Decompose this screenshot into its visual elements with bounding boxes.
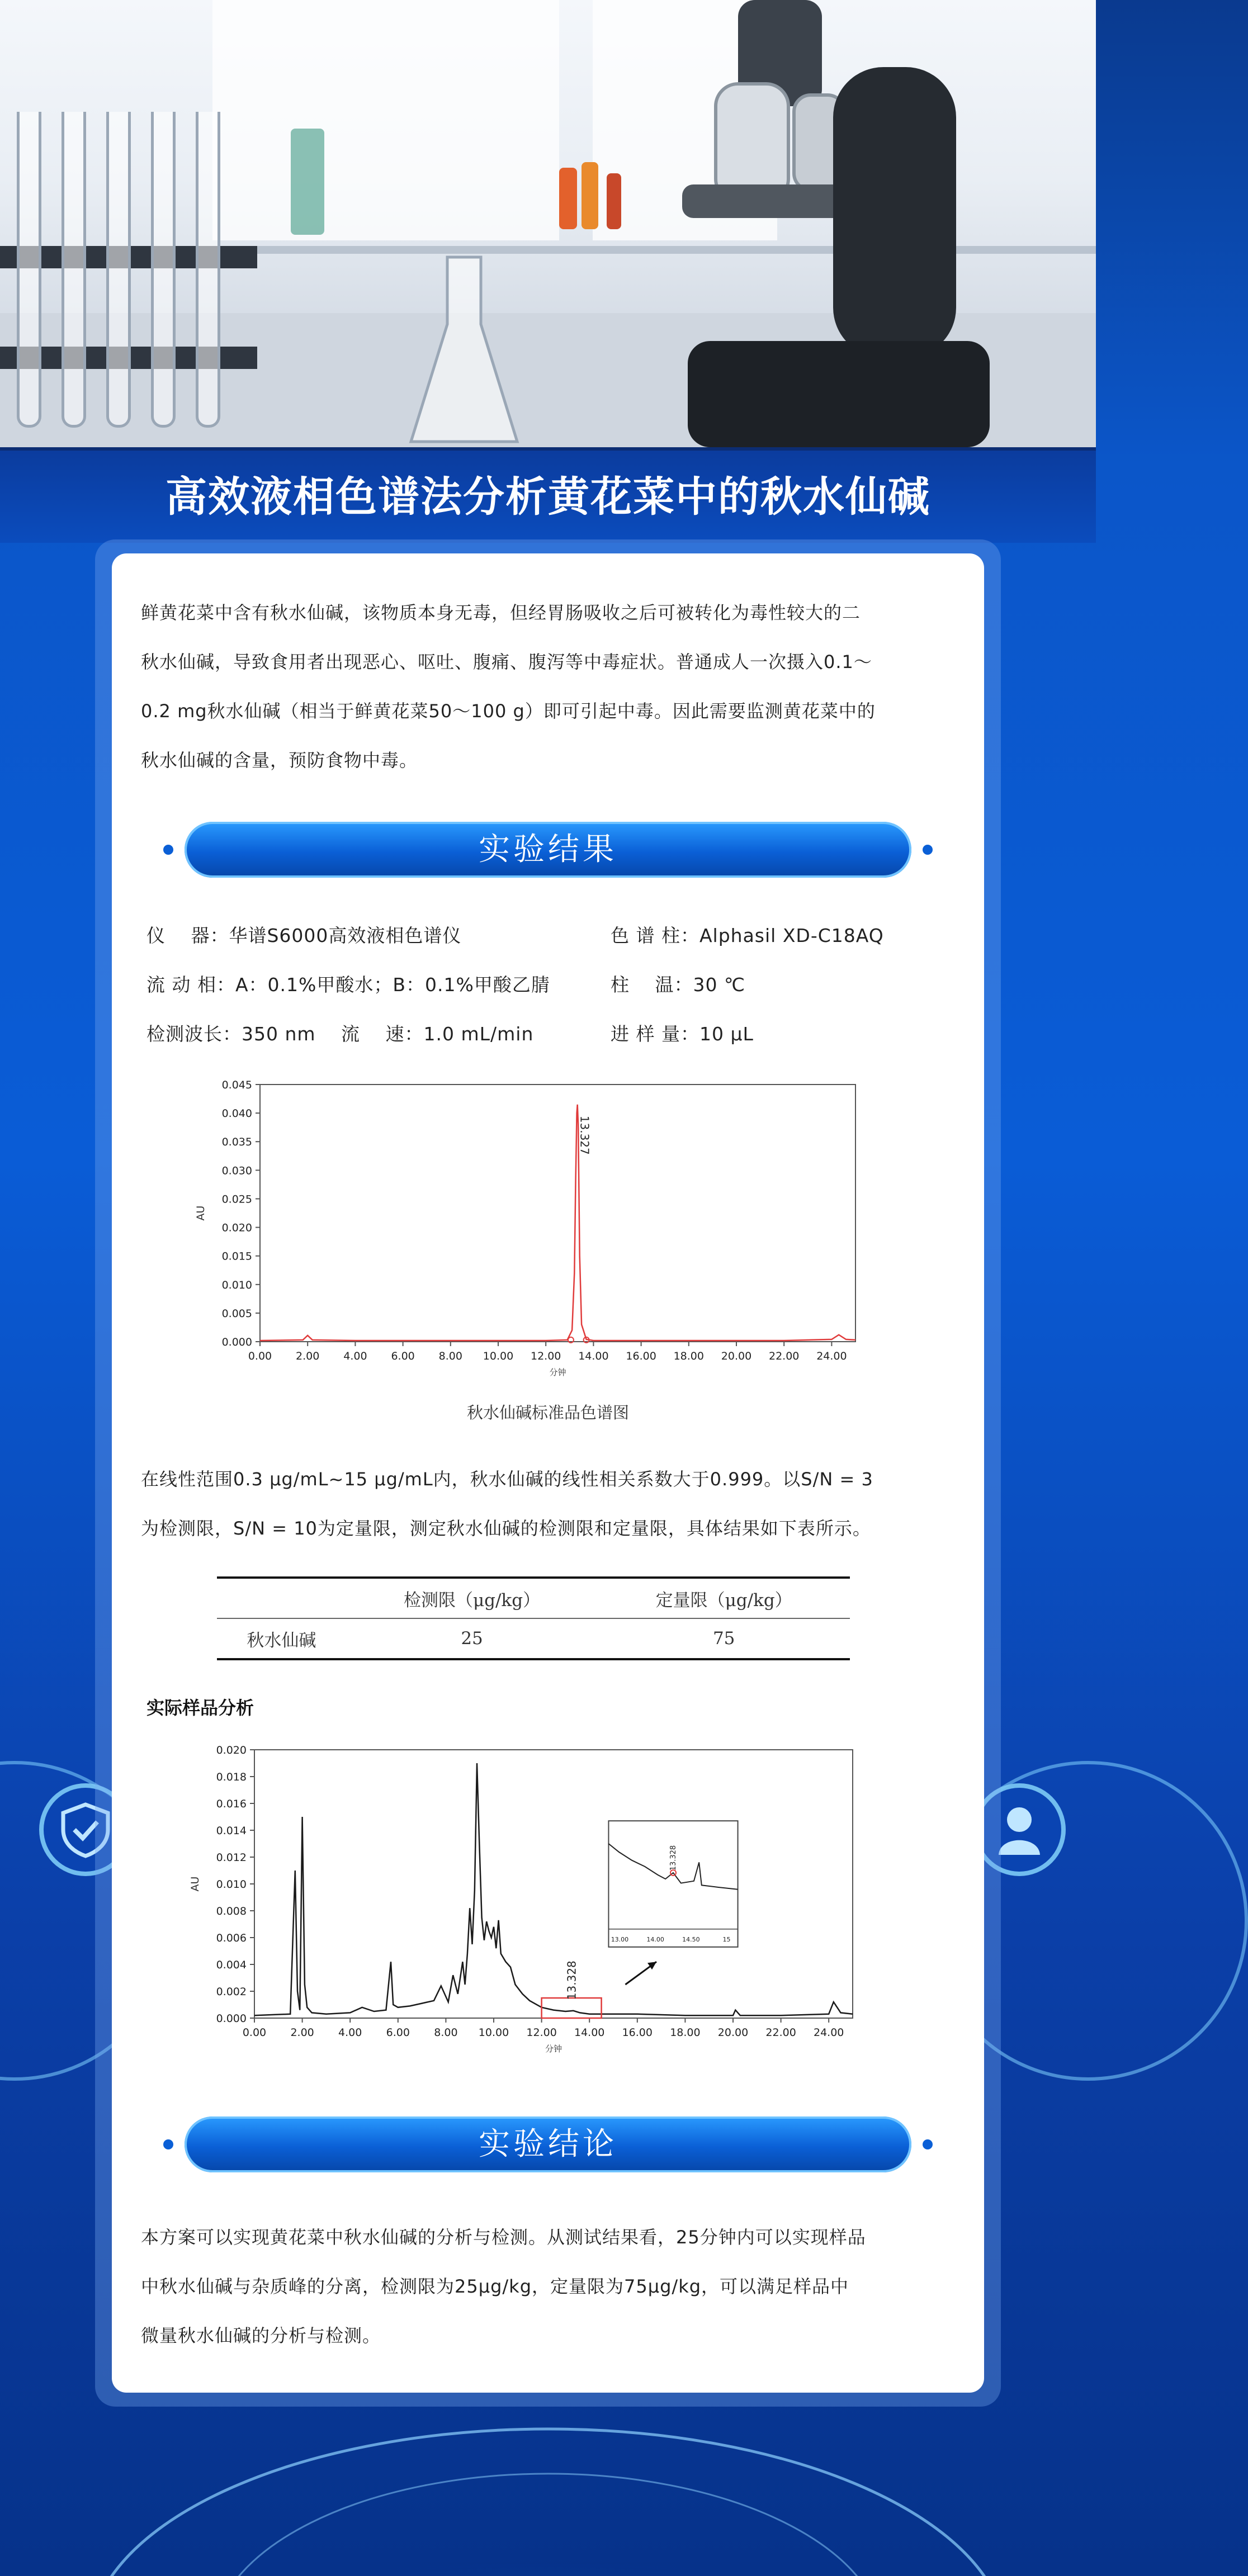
x-tick-label: 20.00: [721, 1350, 752, 1362]
limits-table: [217, 1576, 850, 1660]
y-tick-label: 0.006: [216, 1932, 247, 1944]
table-header-cell: 定量限（μg/kg）: [655, 1590, 792, 1611]
sample-analysis-heading: 实际样品分析: [146, 1697, 254, 1718]
section-dot-right: [923, 845, 933, 855]
inset-frame: [608, 1821, 738, 1947]
section-title: 实验结论: [479, 2126, 617, 2162]
table-header-cell: [217, 1578, 346, 1618]
x-tick-label: 8.00: [434, 2026, 458, 2039]
reagent-bottle: [582, 162, 598, 229]
conclusion-section-header: [185, 2116, 911, 2172]
reagent-bottle: [559, 168, 577, 229]
section-dot-left: [163, 845, 173, 855]
intro-line: 0.2 mg秋水仙碱（相当于鲜黄花菜50～100 g）即可引起中毒。因此需要监测黄花菜中的: [141, 700, 876, 722]
intro-line: 秋水仙碱，导致食用者出现恶心、呕吐、腹痛、腹泻等中毒症状。普通成人一次摄入0.1～: [141, 651, 872, 673]
y-tick-label: 0.020: [221, 1221, 252, 1234]
x-tick-label: 18.00: [670, 2026, 701, 2039]
intro-paragraph: [141, 588, 957, 785]
results-section-header: [185, 822, 911, 878]
y-axis-label: AU: [195, 1205, 207, 1221]
x-tick-label: 0.00: [242, 2026, 267, 2039]
hero-banner: [0, 0, 1096, 447]
intro-line: 鲜黄花菜中含有秋水仙碱，该物质本身无毒，但经胃肠吸收之后可被转化为毒性较大的二: [141, 602, 861, 623]
y-tick-label: 0.025: [221, 1193, 252, 1206]
y-tick-label: 0.040: [221, 1107, 252, 1120]
x-tick-label: 14.00: [578, 1350, 609, 1362]
table-row: [217, 1618, 850, 1659]
y-tick-label: 0.035: [221, 1136, 252, 1149]
x-tick-label: 0.00: [248, 1350, 272, 1362]
table-cell: 秋水仙碱: [247, 1630, 316, 1651]
x-tick-label: 2.00: [290, 2026, 314, 2039]
reagent-bottle: [607, 173, 621, 229]
x-tick-label: 16.00: [622, 2026, 653, 2039]
inset-peak-label: 13.328: [669, 1845, 678, 1871]
x-tick-label: 6.00: [386, 2026, 410, 2039]
background-window: [212, 0, 559, 240]
section-dot-left: [163, 2139, 173, 2149]
peak-label: 13.328: [565, 1961, 579, 2000]
y-tick-label: 0.000: [216, 2012, 247, 2025]
linearity-line: 为检测限，S/N = 10为定量限，测定秋水仙碱的检测限和定量限，具体结果如下表所示。: [141, 1518, 871, 1539]
x-tick-label: 16.00: [626, 1350, 656, 1362]
intro-line: 秋水仙碱的含量，预防食物中毒。: [141, 750, 418, 771]
test-tube-icon: [151, 112, 176, 428]
y-tick-label: 0.002: [216, 1986, 247, 1998]
x-tick-label: 12.00: [526, 2026, 557, 2039]
y-tick-label: 0.012: [216, 1852, 247, 1864]
section-dot-right: [923, 2139, 933, 2149]
y-tick-label: 0.045: [221, 1079, 252, 1091]
y-tick-label: 0.020: [216, 1744, 247, 1756]
x-tick-label: 22.00: [768, 1350, 800, 1362]
x-tick-label: 4.00: [343, 1350, 367, 1362]
table-header-cell: 检测限（μg/kg）: [404, 1590, 541, 1611]
y-tick-label: 0.016: [216, 1798, 247, 1810]
user-glyph: [994, 1802, 1044, 1858]
linearity-paragraph: [141, 1455, 957, 1553]
conclusion-paragraph: [141, 2213, 957, 2360]
x-tick-label: 6.00: [391, 1350, 415, 1362]
x-axis-label: 分钟: [545, 2044, 562, 2054]
x-tick-label: 2.00: [296, 1350, 320, 1362]
chart-caption: 秋水仙碱标准品色谱图: [466, 1403, 629, 1422]
conclusion-line: 中秋水仙碱与杂质峰的分离，检测限为25μg/kg，定量限为75μg/kg，可以满足样品中: [141, 2276, 849, 2297]
inset-x-tick-label: 14.00: [646, 1935, 664, 1943]
inset-x-tick-label: 13.00: [611, 1935, 629, 1943]
y-tick-label: 0.014: [216, 1825, 247, 1837]
footer-globe: [0, 2407, 1096, 2576]
standard-chromatogram-chart: [195, 1073, 872, 1386]
y-tick-label: 0.018: [216, 1771, 247, 1783]
plot-frame: [260, 1085, 855, 1342]
y-tick-label: 0.010: [216, 1878, 247, 1891]
conclusion-line: 微量秋水仙碱的分析与检测。: [141, 2325, 381, 2346]
x-tick-label: 22.00: [765, 2026, 796, 2039]
y-tick-label: 0.030: [221, 1164, 252, 1177]
section-title: 实验结果: [479, 831, 617, 868]
x-tick-label: 10.00: [478, 2026, 509, 2039]
instrument-text: 仪 器：华谱S6000高效液相色谱仪: [146, 925, 462, 946]
x-tick-label: 24.00: [816, 1350, 847, 1362]
column-text: 色 谱 柱：Alphasil XD-C18AQ: [611, 925, 884, 946]
linearity-line: 在线性范围0.3 μg/mL~15 μg/mL内，秋水仙碱的线性相关系数大于0.999。以S/N = 3: [141, 1469, 873, 1490]
plot-frame: [254, 1750, 853, 2018]
page-title: 高效液相色谱法分析黄花菜中的秋水仙碱: [166, 473, 930, 521]
flask-icon: [408, 257, 520, 447]
y-tick-label: 0.004: [216, 1959, 247, 1971]
table-header-row: [217, 1578, 850, 1618]
peak-label: 13.327: [578, 1115, 592, 1155]
microscope-icon: [649, 0, 995, 447]
test-tube-icon: [196, 112, 220, 428]
table-cell: 75: [712, 1628, 735, 1649]
y-axis-label: AU: [189, 1876, 201, 1892]
y-tick-label: 0.010: [221, 1278, 252, 1291]
y-tick-label: 0.008: [216, 1905, 247, 1917]
x-tick-label: 14.00: [574, 2026, 605, 2039]
inset-x-tick-label: 14.50: [682, 1935, 700, 1943]
mobile-phase-text: 流 动 相：A：0.1%甲酸水；B：0.1%甲酸乙腈: [146, 974, 550, 996]
x-tick-label: 18.00: [673, 1350, 705, 1362]
reagent-bottle: [291, 129, 324, 235]
inset-x-tick-label: 15: [722, 1935, 731, 1943]
x-tick-label: 12.00: [530, 1350, 561, 1362]
temperature-text: 柱 温：30 ℃: [611, 974, 746, 996]
injection-text: 进 样 量：10 μL: [611, 1023, 754, 1045]
x-tick-label: 20.00: [717, 2026, 749, 2039]
y-tick-label: 0.015: [221, 1250, 252, 1263]
x-axis-label: 分钟: [549, 1367, 566, 1377]
table-cell: 25: [461, 1628, 483, 1649]
x-tick-label: 24.00: [813, 2026, 844, 2039]
conclusion-line: 本方案可以实现黄花菜中秋水仙碱的分析与检测。从测试结果看，25分钟内可以实现样品: [141, 2227, 866, 2248]
test-tube-icon: [17, 112, 41, 428]
x-tick-label: 10.00: [483, 1350, 514, 1362]
y-tick-label: 0.005: [221, 1307, 252, 1320]
wavelength-flow-text: 检测波长：350 nm 流 速：1.0 mL/min: [146, 1023, 534, 1045]
y-tick-label: 0.000: [221, 1336, 252, 1348]
x-tick-label: 4.00: [338, 2026, 362, 2039]
sample-chromatogram-chart: [189, 1739, 872, 2080]
test-tube-icon: [106, 112, 131, 428]
test-tube-icon: [62, 112, 86, 428]
x-tick-label: 8.00: [438, 1350, 462, 1362]
